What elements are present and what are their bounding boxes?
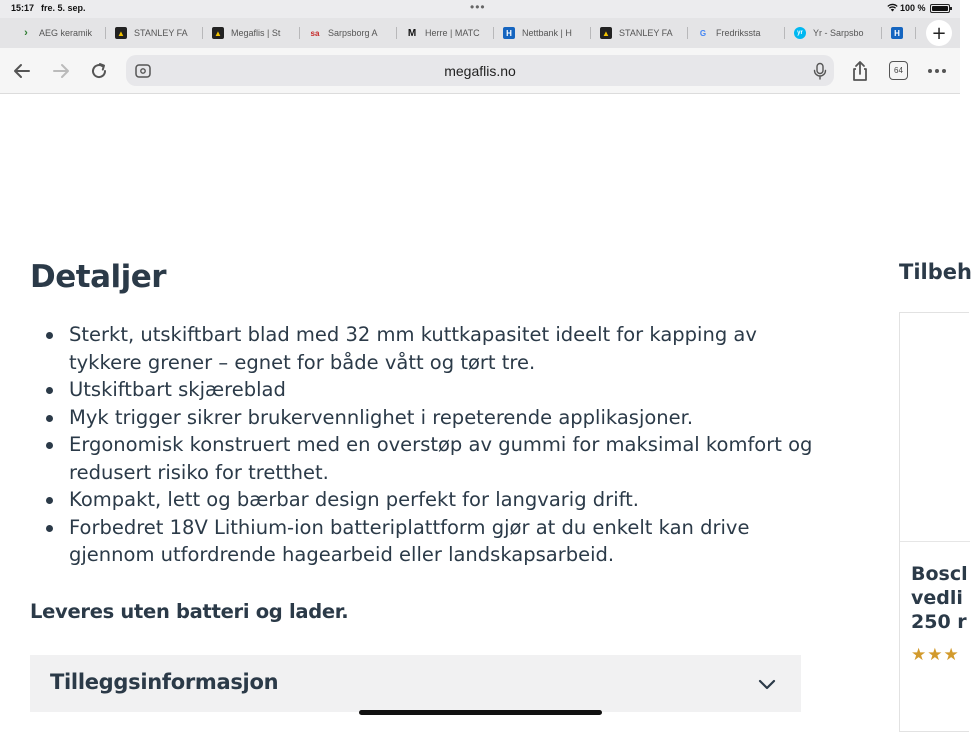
additional-info-accordion[interactable] [30,655,801,712]
tab-label: Yr - Sarpsbo [813,28,864,38]
stanley-favicon: ▲ [600,27,612,39]
wifi-icon [887,3,898,14]
multitask-dots-icon[interactable]: ••• [470,0,486,14]
more-menu-button[interactable] [924,58,950,84]
url-text: megaflis.no [444,62,516,79]
back-button[interactable] [9,58,35,84]
battery-percent: 100 % [900,3,926,13]
accordion-title: Tilleggsinformasjon [50,670,279,694]
tab-yr[interactable] [794,22,874,44]
card-divider [900,541,970,542]
chevron-icon: › [24,27,28,39]
status-date: fre. 5. sep. [41,3,86,13]
tab-aeg[interactable] [20,22,100,44]
tab-separator [299,27,300,39]
bank-favicon: H [891,27,903,39]
feature-item: Kompakt, lett og bærbar design perfekt for langvarig drift. [30,486,820,514]
product-name[interactable] [911,562,968,634]
tab-bar [0,18,960,48]
product-card[interactable] [899,312,969,732]
tab-label: AEG keramik [39,28,93,38]
tab-separator [396,27,397,39]
reload-icon [89,61,109,81]
product-name-line: 250 r [911,611,967,633]
tab-bank-2[interactable] [891,22,905,44]
tab-sarpsborg[interactable] [309,22,389,44]
details-heading: Detaljer [30,259,167,295]
tab-separator [493,27,494,39]
tab-label: STANLEY FA [134,28,188,38]
status-bar [0,0,960,18]
tab-label: STANLEY FA [619,28,673,38]
google-favicon: G [699,28,707,38]
tab-label: Sarpsborg A [328,28,378,38]
tab-separator [784,27,785,39]
tab-overview-button[interactable]: 64 [889,61,908,80]
feature-item: Sterkt, utskiftbart blad med 32 mm kuttkapasitet ideelt for kapping av tykkere grener – egnet for både vått og tørt tre. [30,321,820,376]
stanley-favicon: ▲ [115,27,127,39]
tab-stanley[interactable] [115,22,195,44]
tab-nettbank[interactable] [503,22,583,44]
sa-favicon: sa [310,28,320,38]
tab-herre[interactable] [406,22,486,44]
tab-separator [590,27,591,39]
tab-separator [687,27,688,39]
delivery-note: Leveres uten batteri og lader. [30,600,349,623]
tab-separator [915,27,916,39]
tab-label: Fredrikssta [716,28,761,38]
rating-stars: ★★★ [911,645,960,665]
chevron-down-icon [757,674,777,694]
accessories-heading: Tilbeh [899,260,972,284]
arrow-right-icon [51,61,71,81]
browser-toolbar [0,48,960,94]
megaflis-favicon: ▲ [212,27,224,39]
address-bar[interactable] [126,55,834,86]
page-content [0,95,972,720]
bank-favicon: H [503,27,515,39]
reload-button[interactable] [86,58,112,84]
new-tab-button[interactable]: + [926,20,952,46]
more-icon [927,68,947,74]
arrow-left-icon [12,61,32,81]
share-button[interactable] [847,58,873,84]
tab-label: Megaflis | St [231,28,281,38]
product-name-line: Boscl [911,563,968,585]
tab-megaflis[interactable] [212,22,292,44]
status-time: 15:17 [11,3,35,13]
microphone-icon[interactable] [812,62,828,80]
feature-item: Myk trigger sikrer brukervennlighet i repeterende applikasjoner. [30,404,820,432]
feature-item: Utskiftbart skjæreblad [30,376,820,404]
m-favicon: M [407,27,417,39]
tab-separator [881,27,882,39]
product-name-line: vedli [911,587,963,609]
tab-label: Nettbank | H [522,28,572,38]
tab-fredrikstad[interactable] [697,22,777,44]
tab-label: Herre | MATC [425,28,480,38]
feature-item: Forbedret 18V Lithium-ion batteriplattform gjør at du enkelt kan drive gjennom utfordrende hagearbeid eller landskapsarbeid. [30,514,820,569]
battery-icon [930,4,950,13]
tab-separator [202,27,203,39]
feature-item: Ergonomisk konstruert med en overstøp av gummi for maksimal komfort og redusert risiko for tretthet. [30,431,820,486]
home-indicator[interactable] [359,710,602,715]
page-settings-icon[interactable] [134,62,152,80]
share-icon [850,60,870,82]
forward-button[interactable] [48,58,74,84]
yr-favicon: yr [794,27,806,39]
feature-list [30,321,820,569]
tab-separator [105,27,106,39]
tab-stanley-2[interactable] [600,22,680,44]
